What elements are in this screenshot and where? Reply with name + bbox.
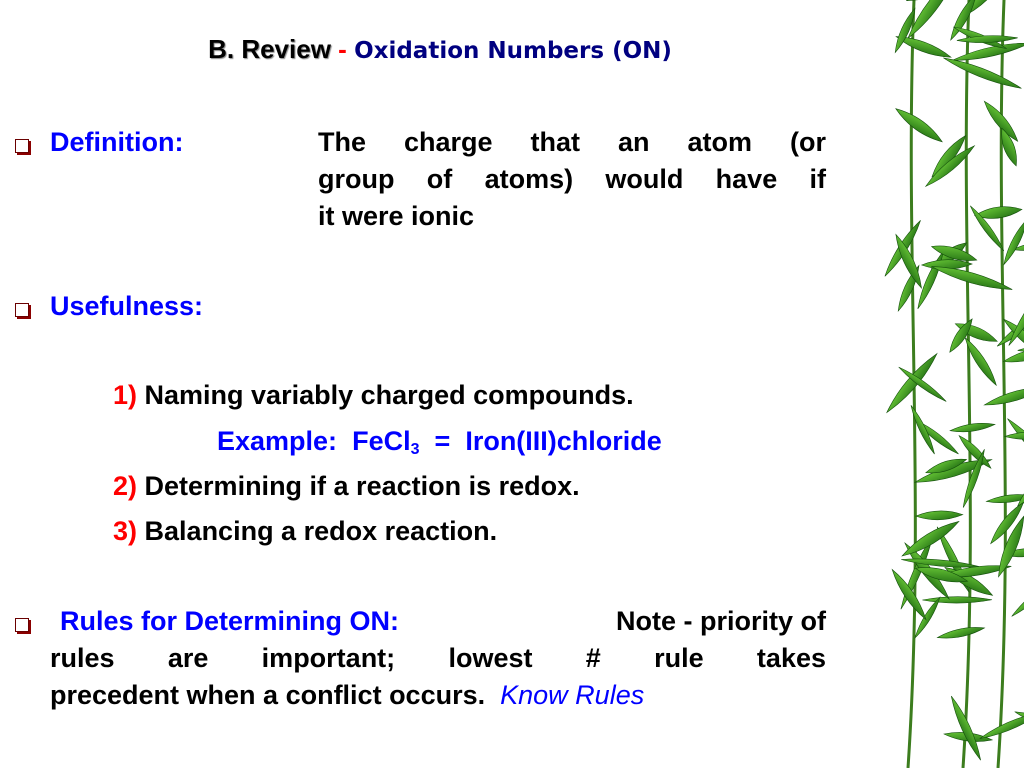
usefulness-item-3 bbox=[113, 513, 497, 550]
bamboo-leaf bbox=[957, 34, 1018, 43]
example-formula bbox=[352, 426, 419, 456]
definition-line-3: it were ionic bbox=[318, 201, 475, 231]
bamboo-leaf bbox=[950, 421, 996, 434]
bamboo-leaf bbox=[916, 510, 963, 520]
item-number: 1) bbox=[113, 380, 138, 410]
formula-base: FeCl bbox=[352, 426, 411, 456]
example-name: Iron(III)chloride bbox=[465, 426, 662, 456]
know-rules: Know Rules bbox=[500, 680, 645, 710]
definition-line-2: group of atoms) would have if bbox=[318, 164, 826, 194]
bamboo-leaf bbox=[922, 597, 992, 604]
item-text: Determining if a reaction is redox. bbox=[144, 471, 580, 501]
rules-label: Rules for Determining ON: bbox=[60, 606, 400, 636]
square-bullet-icon bbox=[15, 139, 29, 153]
square-bullet-icon bbox=[15, 303, 29, 317]
usefulness-item-1 bbox=[113, 377, 634, 414]
bamboo-leaf bbox=[889, 567, 930, 622]
usefulness-label: Usefulness: bbox=[50, 291, 204, 321]
bamboo-leaf bbox=[1005, 431, 1024, 439]
square-bullet-icon bbox=[15, 618, 29, 632]
bamboo-leaf bbox=[1002, 345, 1024, 366]
title-dash: - bbox=[338, 34, 347, 64]
rules-line-3 bbox=[50, 677, 644, 714]
bamboo-leaf bbox=[1010, 576, 1024, 619]
example-label: Example: bbox=[217, 426, 338, 456]
usefulness-item-2 bbox=[113, 468, 580, 505]
bamboo-leaf bbox=[1004, 415, 1024, 482]
bamboo-decoration bbox=[874, 0, 1024, 768]
title-prefix: B. Review bbox=[208, 34, 331, 64]
definition-label: Definition: bbox=[50, 127, 184, 157]
formula-subscript: 3 bbox=[410, 441, 420, 458]
title-main: Oxidation Numbers (ON) bbox=[354, 38, 672, 64]
example-line bbox=[217, 423, 662, 460]
definition-line-1: The charge that an atom (or bbox=[318, 127, 826, 157]
slide-title bbox=[0, 34, 880, 65]
example-equals: = bbox=[434, 426, 451, 456]
item-number: 3) bbox=[113, 516, 138, 546]
bamboo-leaf bbox=[1001, 217, 1024, 266]
bamboo-leaf bbox=[961, 335, 999, 387]
bamboo-leaf bbox=[893, 104, 946, 146]
bamboo-stem bbox=[963, 0, 970, 768]
rules-note: Note - priority of bbox=[616, 606, 826, 636]
rules-line-3-text: precedent when a conflict occurs. bbox=[50, 680, 486, 710]
item-text: Naming variably charged compounds. bbox=[144, 380, 634, 410]
item-text: Balancing a redox reaction. bbox=[144, 516, 498, 546]
item-number: 2) bbox=[113, 471, 138, 501]
rules-line-2: rules are important; lowest # rule takes bbox=[50, 643, 826, 673]
bamboo-leaf bbox=[937, 624, 986, 641]
